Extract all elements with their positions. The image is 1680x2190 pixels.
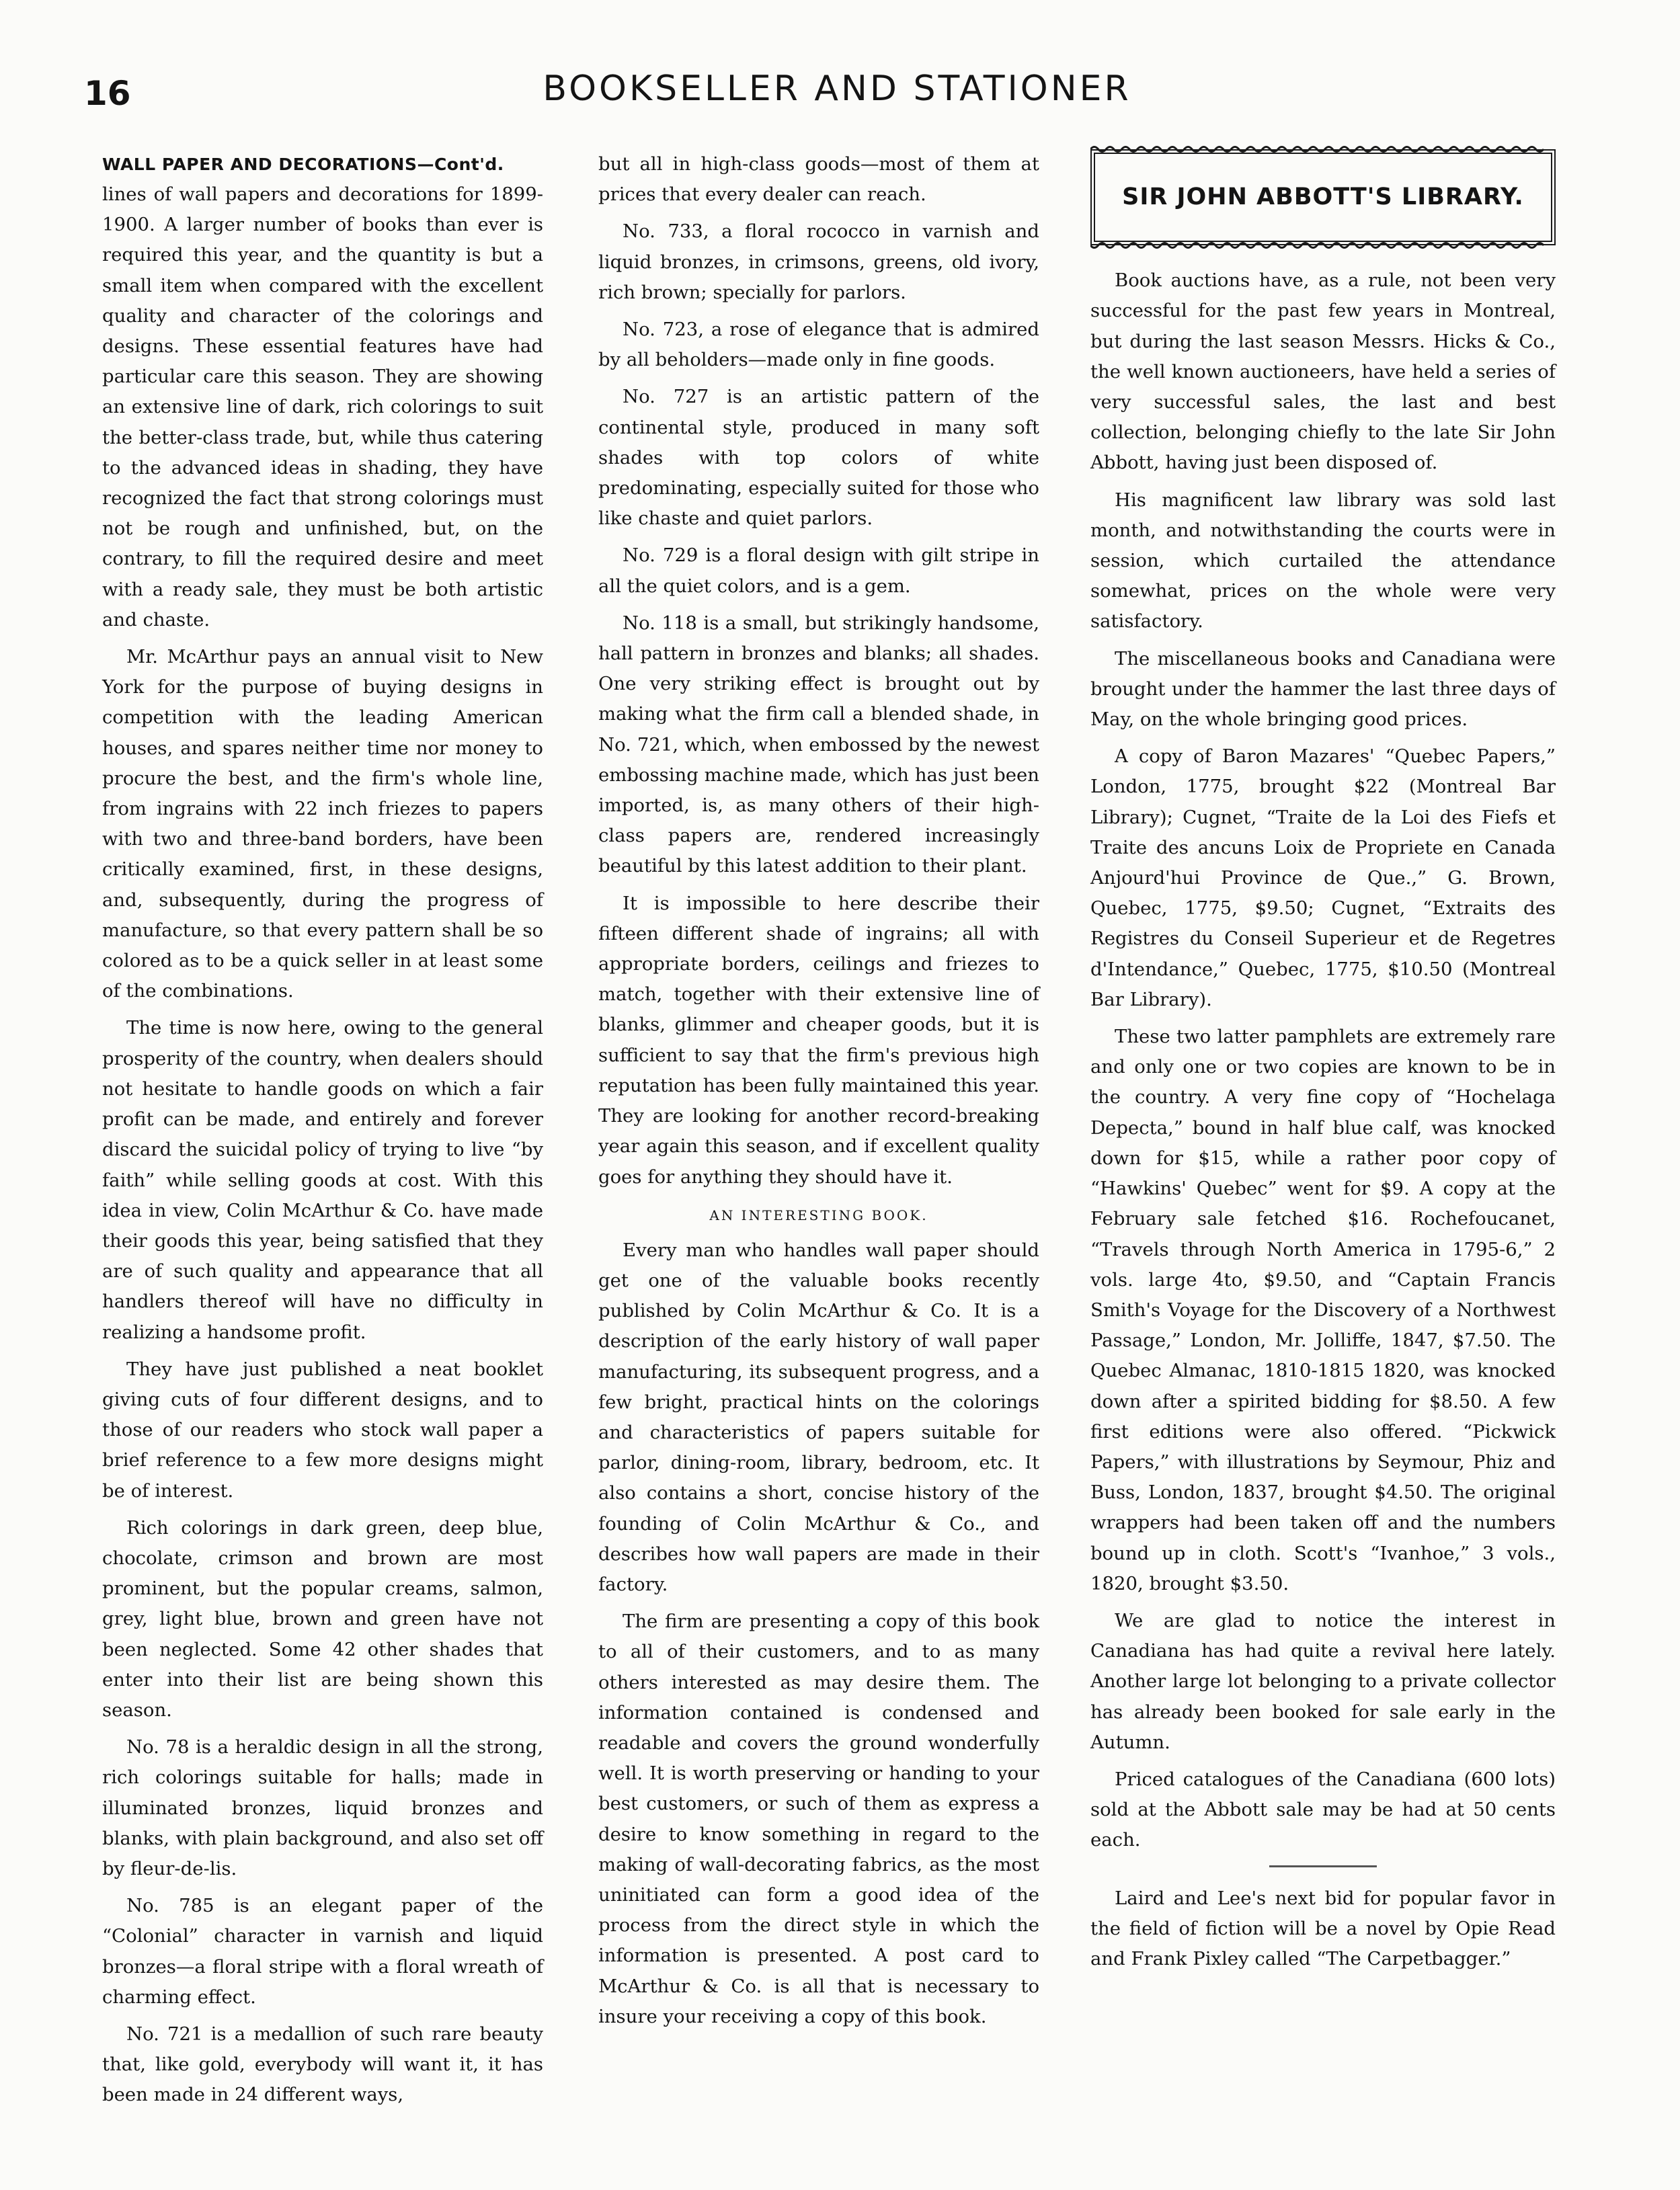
paragraph: Laird and Lee's next bid for popular favor in the field of fiction will be a novel by Opie Read and Frank Pixley called “The Carpetbagger.” [1090,1887,1556,1970]
paragraph: The time is now here, owing to the general prosperity of the country, when dealers should not hesitate to handle goods on which a fair profit can be made, and entirely and forever discard the suicidal policy of trying to live “by faith” while selling goods at cost. With this idea in view, Colin McArthur & Co. have made their goods this year, being satisfied that they are of such quality and appearance that all handlers thereof will have no difficulty in realizing a handsome profit. [102,1017,543,1343]
page-header [84,59,1590,133]
publication-title: BOOKSELLER AND STATIONER [543,69,1131,109]
paragraph: His magnificent law library was sold last month, and notwithstanding the courts were in session, which curtailed the attendance somewhat, prices on the whole were very satisfactory. [1090,489,1556,633]
column-2 [598,149,1039,2039]
paragraph: Priced catalogues of the Canadiana (600 lots) sold at the Abbott sale may be had at 50 cents each. [1090,1768,1556,1851]
paragraph: No. 727 is an artistic pattern of the continental style, produced in many soft shades with top colors of white predominating, especially suited for those who like chaste and quiet parlors. [598,386,1039,530]
paragraph: The firm are presenting a copy of this book to all of their customers, and to as many others interested as may desire them. The information contained is condensed and readable and covers the ground wonderfully well. It is worth preserving or handing to your best customers, or such of them as express a desire to know something in regard to the making of wall-decorating fabrics, as the most uninitiated can form a good idea of the process from the direct style in which the information is presented. A post card to McArthur & Co. is all that is necessary to insure your receiving a copy of this book. [598,1611,1039,2027]
paragraph: They have just published a neat booklet giving cuts of four different designs, and to those of our readers who stock wall paper a brief reference to a few more designs might be of interest. [102,1358,543,1502]
section-heading: WALL PAPER AND DECORATIONS—Cont'd. [102,155,504,174]
page-number: 16 [84,74,131,113]
paragraph: but all in high-class goods—most of them at prices that every dealer can reach. [598,153,1039,206]
paragraph: No. 785 is an elegant paper of the “Colonial” character in varnish and liquid bronzes—a floral stripe with a floral wreath of charming effect. [102,1895,543,2008]
column-3 [1090,149,1556,1981]
paragraph: It is impossible to here describe their fifteen different shade of ingrains; all with appropriate borders, ceilings and friezes to match, together with their extensive line of blanks, glimmer and cheaper goods, but it is sufficient to say that the firm's previous high reputation has been fully maintained this year. They are looking for another record-breaking year again this season, and if excellent quality goes for anything they should have it. [598,892,1039,1188]
paragraph: The miscellaneous books and Canadiana were brought under the hammer the last three days of May, on the whole bringing good prices. [1090,647,1556,731]
paragraph: Rich colorings in dark green, deep blue, chocolate, crimson and brown are most prominent, but the popular creams, salmon, grey, light blue, brown and green have not been neglected. Some 42 other shades that enter into their list are being shown this season. [102,1516,543,1721]
paragraph: We are glad to notice the interest in Canadiana has had quite a revival here lately. Another large lot belonging to a private collector has already been booked for sale early in the Autumn. [1090,1609,1556,1753]
paragraph: Every man who handles wall paper should get one of the valuable books recently published by Colin McArthur & Co. It is a description of the early history of wall paper manufacturing, its subsequent progress, and a few bright, practical hints on the colorings and characteristics of papers suitable for parlor, dining-room, library, bedroom, etc. It also contains a short, concise history of the founding of Colin McArthur & Co., and describes how wall papers are made in their factory. [598,1239,1039,1595]
paragraph: No. 118 is a small, but strikingly handsome, hall pattern in bronzes and blanks; all shades. One very striking effect is brought out by making what the firm call a blended shade, in No. 721, which, when embossed by the newest embossing machine made, which has just been imported, is, as many others of their high-class papers are, rendered increasingly beautiful by this latest addition to their plant. [598,612,1039,877]
boxed-headline [1090,149,1556,245]
paragraph: lines of wall papers and decorations for 1899-1900. A larger number of books than ever is required this year, and the quantity is but a small item when compared with the excellent quality and character of the colorings and designs. These essential features have had particular care this season. They are showing an extensive line of dark, rich colorings to suit the better-class trade, but, while thus catering to the advanced ideas in shading, they have recognized the fact that strong colorings must not be rough and unfinished, but, on the contrary, to fill the required desire and meet with a ready sale, they must be both artistic and chaste. [102,184,543,631]
paragraph: No. 78 is a heraldic design in all the strong, rich colorings suitable for halls; made in illuminated bronzes, liquid bronzes and blanks, with plain background, and also set off by fleur-de-lis. [102,1736,543,1879]
paragraph: Book auctions have, as a rule, not been very successful for the past few years in Montreal, but during the last season Messrs. Hicks & Co., the well known auctioneers, have held a series of very successful sales, the last and best collection, belonging chiefly to the late Sir John Abbott, having just been disposed of. [1090,270,1556,474]
paragraph: No. 729 is a floral design with gilt stripe in all the quiet colors, and is a gem. [598,544,1039,597]
column-1 [102,149,543,2117]
paragraph: No. 721 is a medallion of such rare beauty that, like gold, everybody will want it, it has been made in 24 different ways, [102,2023,543,2106]
wavy-border-ornament [1090,241,1546,250]
paragraph: No. 723, a rose of elegance that is admired by all beholders—made only in fine goods. [598,319,1039,371]
paragraph: A copy of Baron Mazares' “Quebec Papers,” London, 1775, brought $22 (Montreal Bar Library); Cugnet, “Traite de la Loi des Fiefs et Traite des ancuns Loix de Propriete en Canada Anjourd'hui Province de Que.,” G. Brown, Quebec, 1775, $9.50; Cugnet, “Extraits des Registres du Conseil Superieur et de Regetres d'Intendance,” Quebec, 1775, $10.50 (Montreal Bar Library). [1090,745,1556,1010]
separator-rule [1269,1865,1377,1867]
paragraph: Mr. McArthur pays an annual visit to New York for the purpose of buying designs in competition with the leading American houses, and spares neither time nor money to procure the best, and the firm's whole line, from ingrains with 22 inch friezes to papers with two and three-band borders, have been critically examined, first, in these designs, and, subsequently, during the progress of manufacture, so that every pattern shall be so colored as to be a quick seller in at least some of the combinations. [102,646,543,1002]
subheading: AN INTERESTING BOOK. [709,1207,928,1223]
paragraph: These two latter pamphlets are extremely rare and only one or two copies are known to be in the country. A very fine copy of “Hochelaga Depecta,” bound in half blue calf, was knocked down for $15, while a rather poor copy of “Hawkins' Quebec” went for $9. A copy at the February sale fetched $16. Rochefoucanet, “Travels through North America in 1795-6,” 2 vols. large 4to, $9.50, and “Captain Francis Smith's Voyage for the Discovery of a Northwest Passage,” London, Mr. Jolliffe, 1847, $7.50. The Quebec Almanac, 1810-1815 1820, was knocked down after a spirited bidding for $8.50. A few first editions were also offered. “Pickwick Papers,” with illustrations by Seymour, Phiz and Buss, London, 1837, brought $4.50. The original wrappers had been taken off and the numbers bound up in cloth. Scott's “Ivanhoe,” 3 vols., 1820, brought $3.50. [1090,1026,1556,1594]
paragraph: No. 733, a floral rococco in varnish and liquid bronzes, in crimsons, greens, old ivory, rich brown; specially for parlors. [598,220,1039,303]
wavy-border-ornament [1090,145,1546,154]
article-title: SIR JOHN ABBOTT'S LIBRARY. [1122,184,1524,210]
